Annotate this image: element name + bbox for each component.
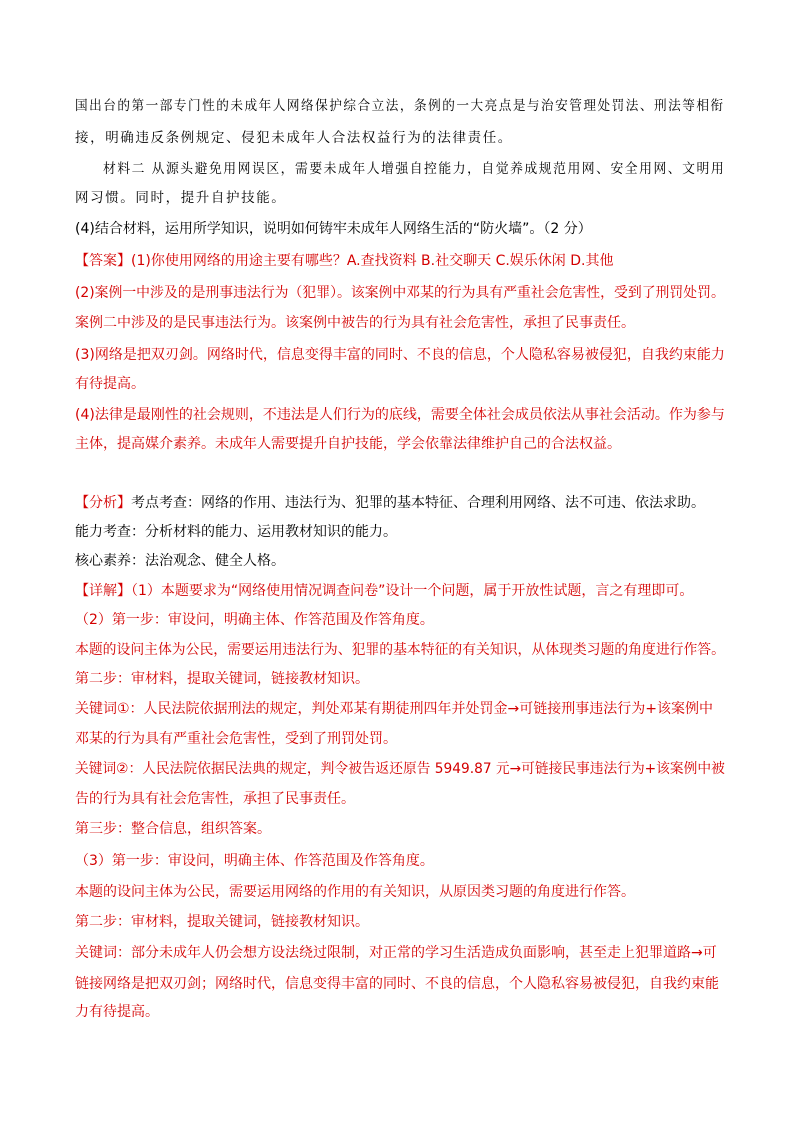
analysis-line-1 xyxy=(75,494,705,512)
detail-line-8: 告的行为具有社会危害性，承担了民事责任。 xyxy=(75,791,355,807)
detail-line-10: （3）第一步：审设问，明确主体、作答范围及作答角度。 xyxy=(75,853,434,869)
detail-line-13: 关键词：部分未成年人仍会想方设法绕过限制，对正常的学习生活造成负面影响，甚至走上犯罪道路→可 xyxy=(75,945,717,961)
answer-line-2: (2)案例一中涉及的是刑事违法行为（犯罪）。该案例中邓某的行为具有严重社会危害性，受到了刑罚处罚。 xyxy=(75,285,725,301)
material-line-1: 国出台的第一部专门性的未成年人网络保护综合立法，条例的一大亮点是与治安管理处罚法、刑法等相衔 xyxy=(75,98,725,114)
analysis-ability: 能力考查：分析材料的能力、运用教材知识的能力。 xyxy=(75,524,397,540)
detail-line-6: 邓某的行为具有严重社会危害性，受到了刑罚处罚。 xyxy=(75,731,397,747)
detail-line-7: 关键词②：人民法院依据民法典的规定，判令被告返还原告 5949.87 元→可链接民事违法行为+该案例中被 xyxy=(75,761,725,777)
analysis-text: 考点考查：网络的作用、违法行为、犯罪的基本特征、合理利用网络、法不可违、依法求助。 xyxy=(131,495,705,511)
detail-line-11: 本题的设问主体为公民，需要运用网络的作用的有关知识，从原因类习题的角度进行作答。 xyxy=(75,884,635,900)
material-two-line-1: 材料二 从源头避免用网误区，需要未成年人增强自控能力，自觉养成规范用网、安全用网、文明用 xyxy=(103,161,726,177)
answer-line-7: 主体，提高媒介素养。未成年人需要提升自护技能，学会依靠法律维护自己的合法权益。 xyxy=(75,436,621,452)
detail-text-1: （1）本题要求为“网络使用情况调查问卷”设计一个问题，属于开放性试题，言之有理即可。 xyxy=(131,583,694,599)
answer-line-1 xyxy=(75,252,613,270)
analysis-tag: 【分析】 xyxy=(75,495,131,511)
answer-tag: 【答案】 xyxy=(75,253,131,269)
detail-tag: 【详解】 xyxy=(75,583,131,599)
detail-line-4: 第二步：审材料，提取关键词，链接教材知识。 xyxy=(75,671,369,687)
detail-line-3: 本题的设问主体为公民，需要运用违法行为、犯罪的基本特征的有关知识，从体现类习题的角度进行作答。 xyxy=(75,642,725,658)
question-4: (4)结合材料，运用所学知识，说明如何铸牢未成年人网络生活的“防火墙”。（2 分） xyxy=(75,221,592,237)
answer-text-1: (1)你使用网络的用途主要有哪些？A.查找资料 B.社交聊天 C.娱乐休闲 D.其他 xyxy=(131,253,614,269)
detail-line-2: （2）第一步：审设问，明确主体、作答范围及作答角度。 xyxy=(75,612,434,628)
material-two-line-2: 网习惯。同时，提升自护技能。 xyxy=(75,190,287,206)
detail-line-1 xyxy=(75,582,693,600)
detail-line-5: 关键词①：人民法院依据刑法的规定，判处邓某有期徒刑四年并处罚金→可链接刑事违法行为+该案例中 xyxy=(75,701,714,717)
answer-line-3: 案例二中涉及的是民事违法行为。该案例中被告的行为具有社会危害性，承担了民事责任。 xyxy=(75,315,635,331)
detail-line-9: 第三步：整合信息，组织答案。 xyxy=(75,821,271,837)
detail-line-15: 力有待提高。 xyxy=(75,1004,159,1020)
answer-line-5: 有待提高。 xyxy=(75,376,145,392)
answer-line-6: (4)法律是最刚性的社会规则，不违法是人们行为的底线，需要全体社会成员依法从事社会活动。作为参与 xyxy=(75,407,725,423)
detail-line-14: 链接网络是把双刃剑；网络时代，信息变得丰富的同时、不良的信息，个人隐私容易被侵犯，自我约束能 xyxy=(75,976,719,992)
analysis-core: 核心素养：法治观念、健全人格。 xyxy=(75,553,285,569)
material-line-2: 接，明确违反条例规定、侵犯未成年人合法权益行为的法律责任。 xyxy=(75,130,513,146)
answer-line-4: (3)网络是把双刃剑。网络时代，信息变得丰富的同时、不良的信息，个人隐私容易被侵犯，自我约束能力 xyxy=(75,347,725,363)
detail-line-12: 第二步：审材料，提取关键词，链接教材知识。 xyxy=(75,914,369,930)
